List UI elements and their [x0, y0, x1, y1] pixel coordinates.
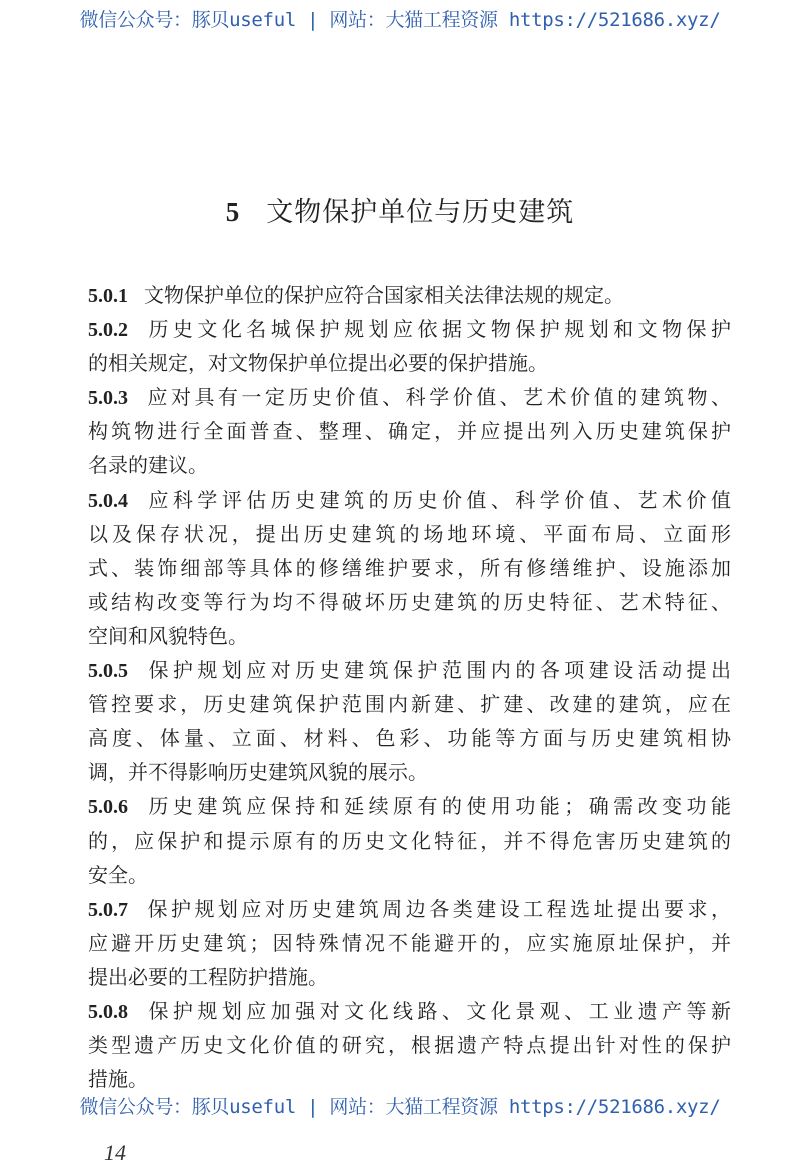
clause-5-0-2 [88, 312, 731, 380]
clause-number: 5.0.3 [88, 387, 128, 410]
clause-text: 类型遗产历史文化价值的研究，根据遗产特点提出针对性的保护 [88, 1033, 731, 1058]
clause-line [88, 789, 731, 823]
clause-text: 以及保存状况，提出历史建筑的场地环境、平面布局、立面形 [88, 521, 731, 546]
clause-line [88, 653, 731, 687]
clause-number: 5.0.4 [88, 489, 128, 512]
clause-line [88, 960, 731, 994]
clause-text: 提出必要的工程防护措施。 [88, 964, 328, 989]
clause-text: 名录的建议。 [88, 453, 208, 478]
chapter-title-text: 文物保护单位与历史建筑 [266, 197, 575, 228]
chapter-title [0, 190, 800, 229]
clause-line [88, 994, 731, 1028]
clause-line [88, 824, 731, 858]
clause-text: 管控要求，历史建筑保护范围内新建、扩建、改建的建筑，应在 [88, 692, 731, 717]
clause-line [88, 619, 731, 653]
clause-5-0-8 [88, 994, 731, 1096]
clause-line [88, 721, 731, 755]
clause-5-0-1 [88, 278, 731, 312]
watermark-bottom: 微信公众号：豚贝useful | 网站：大猫工程资源 https://521686.xyz/ [79, 1096, 721, 1118]
clause-text: 构筑物进行全面普查、整理、确定，并应提出列入历史建筑保护 [88, 419, 731, 444]
chapter-number: 5 [225, 197, 241, 227]
clause-5-0-5 [88, 653, 731, 789]
clause-line [88, 687, 731, 721]
clause-text: 历史建筑应保持和延续原有的使用功能；确需改变功能 [144, 794, 731, 819]
clause-text: 空间和风貌特色。 [88, 623, 248, 648]
clause-text: 调，并不得影响历史建筑风貌的展示。 [88, 760, 428, 785]
clause-line [88, 1028, 731, 1062]
clause-line [88, 755, 731, 789]
clause-line [88, 585, 731, 619]
clause-text: 文物保护单位的保护应符合国家相关法律法规的规定。 [144, 283, 624, 307]
clause-text: 保护规划应对历史建筑周边各类建设工程选址提出要求， [144, 896, 731, 921]
clause-line [88, 551, 731, 585]
clause-number: 5.0.7 [88, 898, 128, 921]
clause-line [88, 926, 731, 960]
clause-text: 应科学评估历史建筑的历史价值、科学价值、艺术价值 [144, 487, 731, 512]
clause-line [88, 380, 731, 414]
watermark-top: 微信公众号：豚贝useful | 网站：大猫工程资源 https://521686.xyz/ [79, 9, 721, 31]
clause-number: 5.0.8 [88, 1000, 128, 1023]
clause-text: 应避开历史建筑；因特殊情况不能避开的，应实施原址保护，并 [88, 930, 731, 955]
clause-line [88, 312, 731, 346]
clause-number: 5.0.5 [88, 660, 128, 683]
clause-line [88, 346, 731, 380]
clause-line [88, 448, 731, 482]
clause-text: 或结构改变等行为均不得破坏历史建筑的历史特征、艺术特征、 [88, 589, 731, 614]
clause-5-0-7 [88, 892, 731, 994]
clause-line [88, 483, 731, 517]
clause-text: 安全。 [88, 862, 148, 887]
clause-text: 式、装饰细部等具体的修缮维护要求，所有修缮维护、设施添加 [88, 555, 731, 580]
clause-text: 的相关规定，对文物保护单位提出必要的保护措施。 [88, 351, 548, 376]
clause-text: 历史文化名城保护规划应依据文物保护规划和文物保护 [144, 317, 731, 342]
clause-text: 应对具有一定历史价值、科学价值、艺术价值的建筑物、 [144, 385, 731, 410]
page-number: 14 [104, 1140, 126, 1165]
clause-text: 保护规划应对历史建筑保护范围内的各项建设活动提出 [144, 658, 731, 683]
clause-number: 5.0.1 [88, 285, 128, 307]
clause-line [88, 414, 731, 448]
clause-number: 5.0.6 [88, 796, 128, 819]
clause-text: 措施。 [88, 1067, 148, 1092]
clause-line [88, 517, 731, 551]
clause-text: 的，应保护和提示原有的历史文化特征，并不得危害历史建筑的 [88, 828, 731, 853]
clause-number: 5.0.2 [88, 319, 128, 342]
clause-text: 高度、体量、立面、材料、色彩、功能等方面与历史建筑相协 [88, 726, 731, 751]
clause-line [88, 892, 731, 926]
clause-5-0-6 [88, 789, 731, 891]
clause-5-0-4 [88, 483, 731, 653]
clause-line [88, 278, 731, 312]
clause-text: 保护规划应加强对文化线路、文化景观、工业遗产等新 [144, 998, 731, 1023]
clause-line [88, 858, 731, 892]
clauses-body [88, 278, 731, 1096]
clause-5-0-3 [88, 380, 731, 482]
